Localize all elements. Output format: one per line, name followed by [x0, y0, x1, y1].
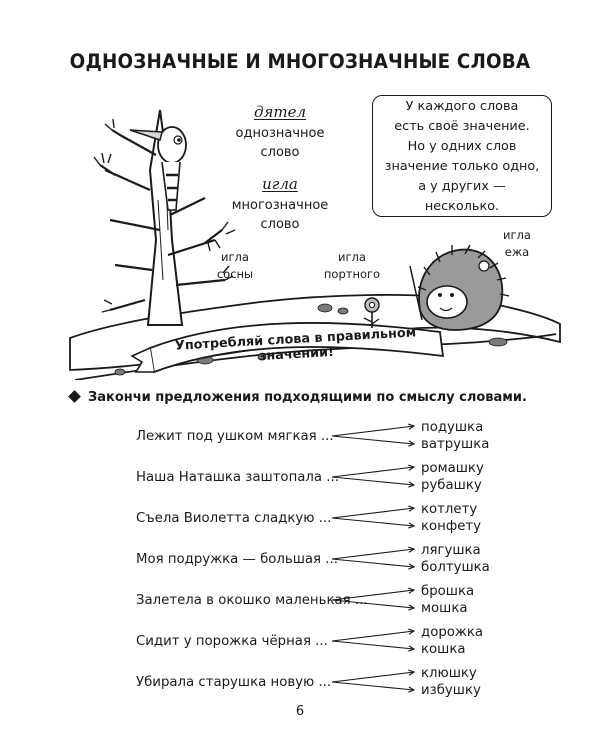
arrow-icon: [330, 420, 420, 460]
page-number: 6: [295, 704, 305, 719]
task-heading: Закончи предложения подходящими по смыслу словами.: [88, 390, 527, 405]
exercise-sentence: Сидит у порожка чёрная ...: [136, 634, 328, 649]
label-line: сосны: [216, 267, 254, 281]
diamond-bullet-icon: [68, 390, 81, 403]
exercise-option[interactable]: болтушка: [421, 560, 490, 575]
definition-line: однозначное: [235, 126, 325, 141]
exercise-sentence: Наша Наташка заштопала ...: [136, 470, 339, 485]
arrow-icon: [330, 502, 420, 542]
rule-line: Но у одних слов: [407, 139, 517, 154]
exercise-sentence: Залетела в окошко маленькая ...: [136, 593, 368, 608]
word-needle: игла: [262, 175, 298, 193]
word-woodpecker: дятел: [253, 103, 307, 121]
label-pine-needle: [205, 249, 265, 283]
label-line: игла: [503, 228, 531, 242]
exercise-option[interactable]: избушку: [421, 683, 481, 698]
rule-box: [372, 95, 552, 217]
exercise-sentence: Убирала старушка новую ...: [136, 675, 332, 690]
exercise-option[interactable]: ватрушка: [421, 437, 490, 452]
page-title: ОДНОЗНАЧНЫЕ И МНОГОЗНАЧНЫЕ СЛОВА: [69, 50, 531, 73]
exercise-option[interactable]: конфету: [421, 519, 482, 534]
exercise-option[interactable]: клюшку: [421, 666, 477, 681]
rule-line: несколько.: [424, 199, 500, 214]
rule-line: значение только одно,: [384, 159, 540, 174]
exercise-option[interactable]: мошка: [421, 601, 468, 616]
definition-line: многозначное: [231, 198, 329, 213]
label-line: портного: [323, 267, 381, 281]
arrow-icon: [330, 543, 420, 583]
label-line: игла: [221, 250, 249, 264]
banner-text: Употребляй слова в правильном значении!: [174, 325, 417, 365]
exercise-option[interactable]: рубашку: [421, 478, 482, 493]
arrow-icon: [330, 666, 420, 706]
exercise-sentence: Моя подружка — большая ...: [136, 552, 338, 567]
exercise-option[interactable]: подушка: [421, 420, 484, 435]
exercise-option[interactable]: кошка: [421, 642, 466, 657]
exercise-option[interactable]: котлету: [421, 502, 478, 517]
rule-line: а у других —: [418, 179, 506, 194]
label-tailor-needle: [312, 249, 392, 283]
label-hedgehog-needle: [495, 227, 539, 261]
exercise-sentence: Съела Виолетта сладкую ...: [136, 511, 332, 526]
arrow-icon: [330, 461, 420, 501]
arrow-icon: [330, 584, 420, 624]
label-line: ежа: [504, 245, 530, 259]
label-line: игла: [338, 250, 366, 264]
exercise-option[interactable]: лягушка: [421, 543, 481, 558]
exercise-option[interactable]: брошка: [421, 584, 475, 599]
definition-line: слово: [260, 217, 300, 232]
rule-line: есть своё значение.: [394, 119, 530, 134]
rule-line: У каждого слова: [405, 99, 519, 114]
arrow-icon: [330, 625, 420, 665]
exercise-option[interactable]: ромашку: [421, 461, 484, 476]
exercise-sentence: Лежит под ушком мягкая ...: [136, 429, 334, 444]
exercise-option[interactable]: дорожка: [421, 625, 484, 640]
definition-line: слово: [260, 145, 300, 160]
